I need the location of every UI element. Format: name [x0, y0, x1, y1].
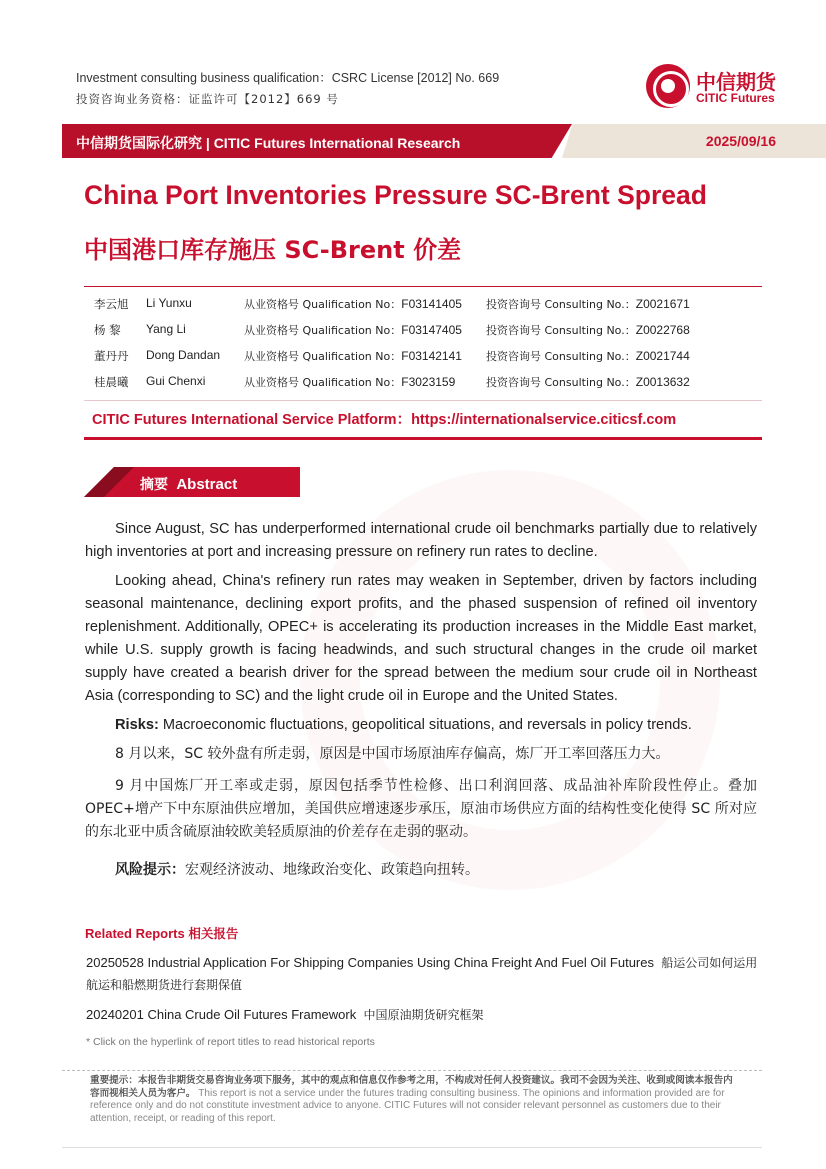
abstract-paragraph-2: Looking ahead, China's refinery run rates may weaken in September, driven by factors including seasonal maintenance, declining export profits, and the phased suspension of refined oil inventory replenishment. Additionally, OPEC+ is accelerating its production increases in the Middle East market, while U.S. supply growth is facing headwinds, and such structural changes in the crude oil market supply have created a bearish driver for the spread between the medium sour crude oil in Northeast Asia (corresponding to SC) and the light crude oil in Europe and the United States.	[85, 573, 757, 704]
disclaimer	[62, 1070, 762, 1148]
author-name-cn: 桂晨曦	[94, 375, 129, 389]
abstract-cn-paragraph-2: 9 月中国炼厂开工率或走弱，原因包括季节性检修、出口利润回落、成品油补库阶段性停止。叠加 OPEC+增产下中东原油供应增加，美国供应增速逐步承压，原油市场供应方面的结构性变化使得 SC 所对应的东北亚中质含硫原油较欧美轻质原油的价差存在走弱的驱动。	[85, 778, 757, 840]
logo-text-en: CITIC Futures	[696, 91, 775, 105]
author-consulting: 投资咨询号 Consulting No.：Z0021744	[486, 349, 690, 363]
citic-futures-logo	[646, 64, 796, 110]
section-divider	[84, 437, 762, 440]
author-name-en: Yang Li	[146, 322, 186, 336]
author-qualification: 从业资格号 Qualification No：F3023159	[244, 375, 456, 389]
author-name-en: Gui Chenxi	[146, 374, 206, 388]
author-name-cn: 李云旭	[94, 297, 129, 311]
author-consulting: 投资咨询号 Consulting No.：Z0013632	[486, 375, 690, 389]
disclaimer-en: This report is not a service under the futures trading consulting business. The opinions and information provided are for reference only and do not constitute investment advice to anyone. CITIC Futures will not consider relevant personnel as customers due to their attention, receipt, or reading of this report.	[90, 1087, 725, 1124]
report-title-en: China Port Inventories Pressure SC-Brent Spread	[84, 180, 707, 210]
banner-title: 中信期货国际化研究 | CITIC Futures International Research	[76, 135, 461, 151]
cn-risks-text: 宏观经济波动、地缘政治变化、政策趋向扭转。	[185, 862, 479, 878]
author-row	[94, 374, 754, 392]
logo-text-cn: 中信期货	[696, 70, 776, 94]
qualification-cn: 投资咨询业务资格：证监许可【2012】669 号	[76, 92, 339, 106]
abstract-cn-risks	[85, 859, 757, 882]
author-consulting: 投资咨询号 Consulting No.：Z0022768	[486, 323, 690, 337]
author-qualification: 从业资格号 Qualification No：F03142141	[244, 349, 462, 363]
author-row	[94, 296, 754, 314]
risks-text: Macroeconomic fluctuations, geopolitical situations, and reversals in policy trends.	[158, 717, 692, 733]
risks-label: Risks:	[115, 717, 159, 733]
disclaimer-cn: 重要提示：本报告非期货交易咨询业务项下服务，其中的观点和信息仅作参考之用，不构成对任何人投资建议。我司不会因为关注、收到或阅读本报告内容而视相关人员为客户。	[90, 1075, 733, 1099]
report-title-cn: 中国港口库存施压 SC-Brent 价差	[84, 236, 462, 264]
related-reports-heading: Related Reports 相关报告	[85, 926, 239, 941]
author-consulting: 投资咨询号 Consulting No.：Z0021671	[486, 297, 690, 311]
logo-emblem-icon	[646, 64, 690, 108]
author-name-en: Li Yunxu	[146, 296, 192, 310]
author-name-en: Dong Dandan	[146, 348, 221, 362]
service-platform-link[interactable]: CITIC Futures International Service Platform：https://internationalservice.citicsf.com	[92, 412, 677, 428]
abstract-cn-paragraph-1: 8 月以来，SC 较外盘有所走弱，原因是中国市场原油库存偏高，炼厂开工率回落压力大。	[115, 746, 670, 762]
related-reports-footnote: * Click on the hyperlink of report titles to read historical reports	[86, 1036, 375, 1048]
related-report-link[interactable]: 20240201 China Crude Oil Futures Framework 中国原油期货研究框架	[86, 1007, 484, 1022]
abstract-risks	[85, 714, 757, 737]
related-report-link[interactable]: 20250528 Industrial Application For Shipping Companies Using China Freight And Fuel Oil Futures 船运公司如何运用航运和船燃期货进行套期保值	[86, 955, 758, 992]
author-name-cn: 董丹丹	[94, 349, 129, 363]
divider	[84, 400, 762, 401]
report-date: 2025/09/16	[705, 133, 776, 149]
author-row	[94, 322, 754, 340]
divider	[84, 286, 762, 287]
abstract-heading: 摘要 Abstract	[140, 476, 238, 493]
cn-risks-label: 风险提示：	[115, 862, 185, 878]
author-qualification: 从业资格号 Qualification No：F03141405	[244, 297, 462, 311]
author-row	[94, 348, 754, 366]
author-name-cn: 杨 黎	[94, 323, 121, 337]
header-banner	[62, 124, 826, 158]
abstract-section-tab	[84, 467, 300, 497]
abstract-paragraph-1: Since August, SC has underperformed international crude oil benchmarks partially due to relatively high inventories at port and increasing pressure on refinery run rates to decline.	[85, 521, 757, 560]
author-qualification: 从业资格号 Qualification No：F03147405	[244, 323, 462, 337]
qualification-en: Investment consulting business qualification：CSRC License [2012] No. 669	[76, 71, 500, 85]
